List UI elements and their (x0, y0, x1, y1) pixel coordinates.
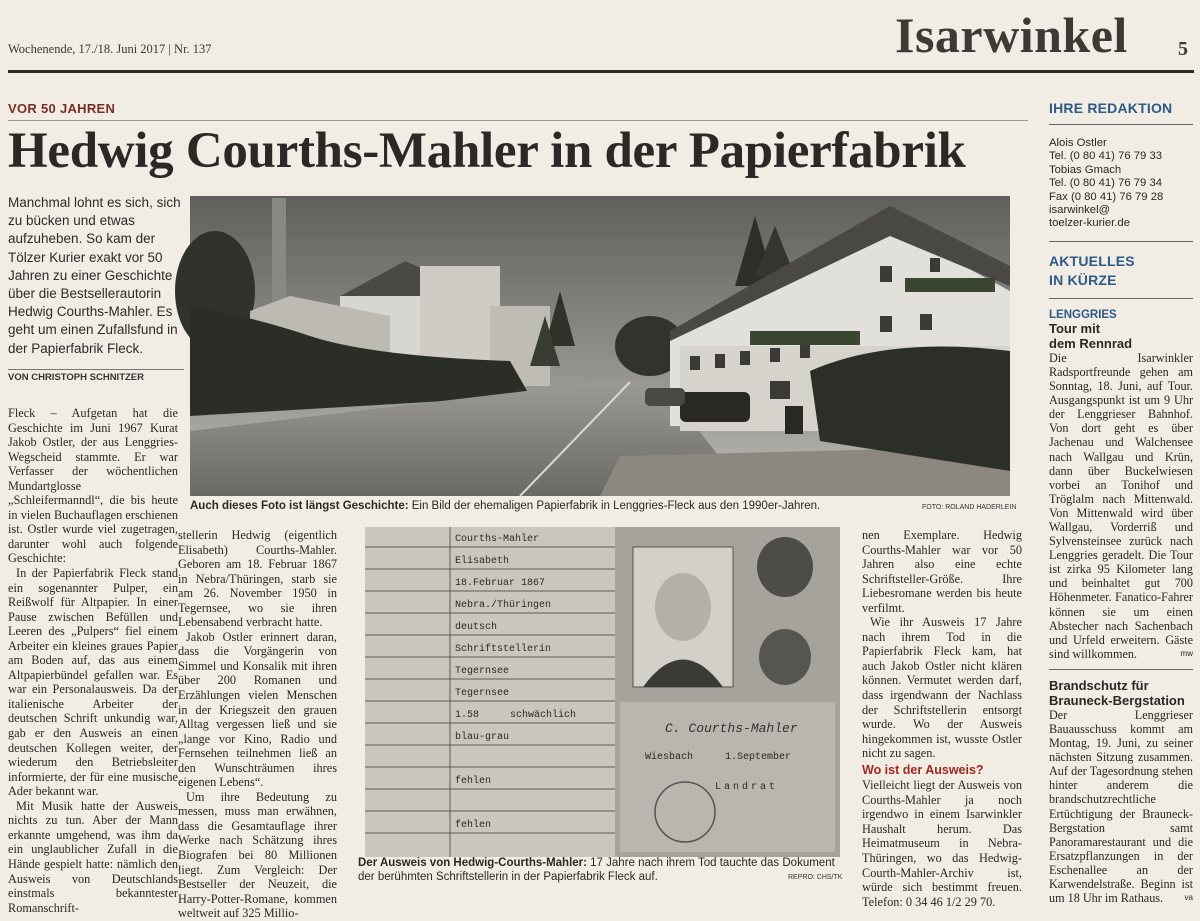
contact-line: Alois Ostler (1049, 137, 1107, 149)
paragraph: Wie ihr Ausweis 17 Jahre nach ihrem Tod in die Papierfabrik Fleck kam, hat auch Jakob Ostler nicht klären können. Vermutet werden darf, dass irgendwann der Nachlass der Schriftstellerin entsorgt wurde. Wo der Ausweis hingekommen ist, wusste Ostler nicht zu sagen. (862, 615, 1022, 761)
id-card-image (365, 527, 840, 857)
article-column-1 (8, 406, 178, 915)
doc-field: 1.58 (455, 710, 480, 721)
contact-line: isarwinkel@ (1049, 204, 1111, 217)
caption-text: Ein Bild der ehemaligen Papierfabrik in Lenggries-Fleck aus den 1990er-Jahren. (408, 500, 821, 512)
id-card-credit: REPRO: CHS/TK (788, 874, 843, 881)
teaser-text: Manchmal lohnt es sich, sich zu bücken und etwas aufzuheben. So kam der Tölzer Kurier exakt vor 50 Jahren zu einer Geschichte über die Bestsellerautorin Hedwig Courths-Mahler. Es geht um einen Zufallsfund in der Papierfabrik Fleck. (8, 195, 181, 356)
news-title-line: Tour mit (1049, 320, 1101, 336)
article-column-2 (178, 528, 337, 921)
news-body (1049, 708, 1193, 905)
byline: VON CHRISTOPH SCHNITZER (8, 372, 145, 383)
news-title-line: Brandschutz für (1049, 677, 1149, 693)
news-heading-line: AKTUELLES (1049, 252, 1135, 269)
id-card-caption (358, 856, 848, 884)
doc-field: fehlen (455, 776, 492, 787)
redaktion-heading: IHRE REDAKTION (1049, 100, 1173, 116)
doc-field: Schriftstellerin (455, 644, 552, 655)
news-text: Die Isarwinkler Radsportfreunde gehen am Sonntag, 18. Juni, auf Tour. Ausgangspunkt ist um 9 Uhr der Lenggrieser Bahnhof. Von dort geht es über Jachenau und Walchensee nach Wallgau und Krün, dann über Buckelwiesen vorbei an Tonihof und Tröglalm nach Mittenwald. Von Mittenwald wird über Wallgau, Vorderriß und Sylvensteinsee zurück nach Lenggries geradelt. Die Tour ist zirka 95 Kilometer lang und beinhaltet gut 700 Höhenmeter. Fanatico-Fahrer können sie um einen Abstecher nach Sachenbach und Urfeld erweitern. Gäste sind willkommen. (1049, 350, 1193, 661)
doc-field: Tegernsee (455, 666, 510, 677)
sidebar-rule (1049, 298, 1193, 299)
paragraph: stellerin Hedwig (eigentlich Elisabeth) Courths-Mahler. Geboren am 18. Februar 1867 in Nebra/Thüringen, starb sie am 26. November 1950 in Tegernsee, wo sie ihren Lebensabend verbracht hatte. (178, 528, 337, 630)
doc-field: deutsch (455, 622, 498, 633)
paragraph: Mit Musik hatte der Ausweis nichts zu tun. Aber der Mann erkannte umgehend, was ihm da ein unglaublicher Zufall in die Hände gespielt hatte: nämlich den Ausweis von Deutschlands einstmals bekanntester Romanschrift- (8, 798, 178, 915)
caption-lead: Auch dieses Foto ist längst Geschichte: (190, 500, 409, 512)
photo-credit: FOTO: ROLAND HADERLEIN (922, 504, 1017, 511)
author-tag: va (1184, 893, 1193, 903)
paragraph: Fleck – Aufgetan hat die Geschichte im Juni 1967 Kurat Jakob Ostler, der aus Lenggries-Wegscheid stammte. Er war Verfasser der wöchentlichen Mundartglosse „Schleifermanndl“, die bis heute in vielen Buchauflagen erschienen ist. Ostler wurde viel zugetragen, darunter wohl auch folgende Geschichte: (8, 406, 178, 566)
contact-line: Fax (0 80 41) 76 79 28 (1049, 190, 1164, 203)
kicker-rule (8, 120, 1028, 121)
article-column-3 (862, 528, 1022, 909)
photo-caption (190, 500, 1010, 512)
news-body (1049, 351, 1193, 661)
news-title-line: dem Rennrad (1049, 335, 1133, 351)
section-title: Isarwinkel (895, 7, 1128, 63)
kicker: VOR 50 JAHREN (8, 101, 116, 116)
caption-lead: Der Ausweis von Hedwig-Courths-Mahler: (358, 857, 587, 869)
news-town: LENGGRIES (1049, 308, 1117, 321)
doc-field: Nebra./Thüringen (455, 600, 552, 611)
byline-rule (8, 369, 184, 370)
paragraph: In der Papierfabrik Fleck stand ein sogenannter Pulper, ein Reißwolf für Altpapier. In einer Pause zwischen Befüllen und Leeren des „Pulpers“ fiel einem Arbeiter ein kleines graues Papier am Boden auf, das aus einem Altpapierbündel gefallen war. Es war ein Personalausweis. Da der italienische Arbeiter der deutschen Schrift unkundig war, gab er den Ausweis an einen deutschen Kollegen weiter, der wiederum den Betriebsleiter informierte, der für eine musische Ader bekannt war. (8, 566, 178, 799)
news-title (1049, 321, 1193, 351)
paragraph: Um ihre Bedeutung zu messen, muss man erwähnen, dass die Gesamtauflage ihrer Werke nach Schätzung ihres Biografen bei 80 Millionen liegt. Zum Vergleich: Der Bestseller der Neuzeit, die Harry-Potter-Romane, kommen weltweit auf 325 Millio- (178, 789, 337, 921)
paragraph: Vielleicht liegt der Ausweis von Courths-Mahler ja noch irgendwo in einem Isarwinkler Haushalt herum. Das Heimatmuseum in Nebra-Thüringen, wo das Hedwig-Courth-Mahler-Archiv ist, würde sich bestimmt freuen. Telefon: 0 34 46 1/2 29 70. (862, 778, 1022, 909)
news-heading-line: IN KÜRZE (1049, 271, 1117, 288)
doc-field: Elisabeth (455, 556, 510, 567)
contact-block (1049, 137, 1193, 231)
headline: Hedwig Courths-Mahler in der Papierfabrik (8, 123, 966, 179)
sidebar-rule (1049, 241, 1193, 242)
doc-office: Landrat (715, 782, 779, 793)
sidebar (1049, 100, 1193, 905)
sidebar-rule (1049, 124, 1193, 125)
news-title (1049, 678, 1193, 708)
contact-line: Tel. (0 80 41) 76 79 34 (1049, 177, 1163, 190)
caption-text: 17 Jahre nach ihrem Tod tauchte das Dokument der berühmten Schriftstellerin in der Papierfabrik Fleck auf. (358, 857, 835, 883)
paragraph: nen Exemplare. Hedwig Courths-Mahler war vor 50 Jahren also eine echte Schriftsteller-Größe. Ihre Liebesromane werden bis heute verfilmt. (862, 528, 1022, 615)
header-rule (8, 70, 1194, 73)
news-text: Der Lenggrieser Bauausschuss kommt am Montag, 19. Juni, zu seiner nächsten Sitzung zusammen. Auf der Tagesordnung stehen hinter anderem die brandschutzrechtliche Ertüchtigung der Brauneck-Bergstation samt Panoramarestaurant und die Ersatzpflanzungen in der Eschenallee an der Karwendelstraße. Beginn ist um 18 Uhr im Rathaus. (1049, 707, 1193, 906)
doc-field: 18.Februar 1867 (455, 578, 546, 589)
doc-field: Tegernsee (455, 688, 510, 699)
contact-line: Tobias Gmach (1049, 163, 1122, 176)
paragraph: Jakob Ostler erinnert daran, dass die Vorgängerin von Simmel und Konsalik mit ihren über 200 Romanen und Erzählungen vielen Menschen in der Kriegszeit den grauen Alltag vergessen ließ und sie „lange vor Kino, Radio und Fernsehen teilnehmen ließ an den Wunschträumen ihres eigenen Lebens“. (178, 629, 337, 790)
news-title-line: Brauneck-Bergstation (1049, 692, 1185, 708)
author-tag: mw (1180, 648, 1193, 658)
contact-line: toelzer-kurier.de (1049, 217, 1130, 230)
factory-photo (190, 196, 1010, 496)
sidebar-rule (1049, 669, 1193, 670)
contact-line: Tel. (0 80 41) 76 79 33 (1049, 150, 1163, 163)
doc-field: Courths-Mahler (455, 534, 540, 545)
doc-field: schwächlich (510, 710, 577, 721)
doc-field: blau-grau (455, 732, 510, 743)
issue-date: Wochenende, 17./18. Juni 2017 | Nr. 137 (8, 42, 212, 56)
subheading: Wo ist der Ausweis? (862, 762, 984, 777)
doc-date: 1.September (725, 752, 792, 763)
doc-place: Wiesbach (645, 752, 694, 763)
doc-field: fehlen (455, 820, 492, 831)
doc-signature: C. Courths-Mahler (665, 721, 798, 736)
news-heading (1049, 252, 1193, 290)
page-number: 5 (1178, 38, 1188, 60)
